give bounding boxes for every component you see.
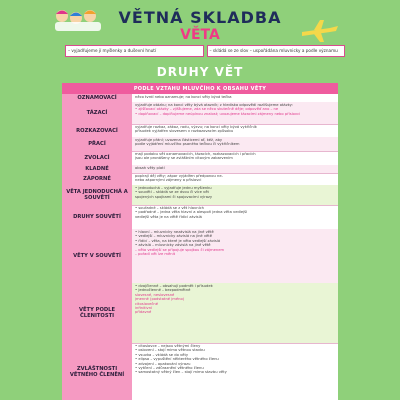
- content-line: spojených spojkami či spojovacími výrazy: [135, 194, 213, 199]
- content-line: • jednočlenné – bezpodmětné: [135, 288, 191, 293]
- table-row: [62, 137, 338, 152]
- content-line: • citoslovce – nejsou větnými členy: [135, 344, 201, 348]
- content-line: něco tvrdí nebo oznamuje; na konci věty bývá tečka: [135, 95, 232, 99]
- content-line: • hlavní – mluvnicky nezávislá na jiné větě: [135, 230, 214, 234]
- content-line: vyjadřuje otázku; na konci věty bývá otazník; z hlediska odpovědi rozlišujeme otázky:: [135, 103, 293, 107]
- content-line: nebo zápornými zájmeny a příslovci: [135, 178, 202, 183]
- row-label: ZVLÁŠTNOSTI VĚTNÉHO ČLENĚNÍ: [62, 343, 132, 400]
- row-content: [132, 137, 338, 151]
- row-content: [132, 94, 338, 102]
- content-line: mají podobu vět oznamovacích, tázacích, rozkazovacích i přacích: [135, 152, 256, 156]
- table-row: [62, 151, 338, 166]
- row-label: ZVOLACÍ: [62, 151, 132, 165]
- definition-box: – skládá se ze slov – uspořádána mluvnicky a podle významu: [207, 45, 346, 57]
- content-line: • podřadné – jedna věta hlavní a alespoň jedna věta vedlejší: [135, 210, 248, 215]
- row-content: [132, 151, 338, 165]
- content-line: obsah věty platí: [135, 166, 165, 170]
- content-line: infinitivní: [135, 306, 153, 311]
- content-line: slovesné, neslovesné: [135, 292, 175, 297]
- row-label: OZNAMOVACÍ: [62, 94, 132, 102]
- content-sheet: [62, 83, 338, 400]
- content-line: • zjišťovací otázky – zjišťujeme, zda se něco skutečně děje; odpověď ano – ne: [135, 107, 279, 112]
- content-line: – věta vedlejší se připojuje spojkou či zájmenem: [135, 247, 225, 252]
- row-content: [132, 205, 338, 229]
- content-line: • elipsa – vypuštění některého větného členu: [135, 357, 219, 362]
- row-content: [132, 343, 338, 400]
- content-line: • souvětí – skládá se ze dvou či více vět: [135, 190, 209, 195]
- content-line: • dvojčlenné – obsahují podmět i přísudek: [135, 284, 213, 288]
- row-label: VĚTY V SOUVĚTÍ: [62, 229, 132, 283]
- content-line: vedlejší věta je na větě řídící závislá: [135, 214, 202, 219]
- definition-box: – vyjadřujeme jí myšlenky a duševní hnutí: [65, 45, 204, 57]
- content-line: • samostatný větný člen – stojí mimo stavbu věty: [135, 370, 227, 375]
- content-line: jsou ale pronášeny se zvláštním citovým zabarvením: [135, 156, 233, 161]
- row-label: ROZKAZOVACÍ: [62, 124, 132, 137]
- row-content: [132, 173, 338, 185]
- row-content: [132, 165, 338, 173]
- row-label: KLADNÉ: [62, 165, 132, 173]
- row-label: TÁZACÍ: [62, 102, 132, 124]
- content-line: citoslovečné: [135, 301, 159, 306]
- row-content: [132, 102, 338, 124]
- content-line: • vedlejší – mluvnicky závislá na jiné větě: [135, 234, 213, 239]
- content-line: • řídící – věta, na které je věta vedlejší závislá: [135, 238, 221, 243]
- content-line: • doplňovací – doplňujeme neúplnou znalost; uvozujeme tázacími zájmeny nebo příslovci: [135, 111, 301, 116]
- row-label: PŘACÍ: [62, 137, 132, 151]
- row-label: ZÁPORNÉ: [62, 173, 132, 185]
- content-line: • jednoduchá – vyjadřuje jednu myšlenku: [135, 186, 212, 190]
- table-row: [62, 124, 338, 138]
- content-line: • zdvojení – opakování výrazu: [135, 361, 191, 366]
- row-content: [132, 283, 338, 343]
- table-row: [62, 283, 338, 344]
- content-line: • oslovení – stojí mimo větnou stavbu: [135, 348, 205, 353]
- table-row: [62, 102, 338, 125]
- content-line: vyjadřuje přání; uvozena částicemi ať, kéž, aby: [135, 138, 223, 142]
- table-row: [62, 205, 338, 230]
- sheet-heading: PODLE VZTAHU MLUVČÍHO K OBSAHU VĚTY: [62, 83, 338, 94]
- page-title: VĚTNÁ SKLADBA: [118, 8, 282, 27]
- content-line: jmenné (podstatné jméno): [135, 297, 185, 302]
- row-label: DRUHY SOUVĚTÍ: [62, 205, 132, 229]
- row-content: [132, 124, 338, 137]
- content-line: vyjadřuje rozkaz, zákaz, radu, výzvu; na konci věty bývá vykřičník: [135, 125, 257, 129]
- content-line: • vsuvka – vkládá se do věty: [135, 352, 189, 357]
- content-line: přísudek vyjádřen slovesem v rozkazovacím způsobu: [135, 129, 234, 134]
- table-row: [62, 185, 338, 206]
- content-line: – pořadí vět lze měnit: [135, 252, 176, 257]
- row-label: VĚTA JEDNODUCHÁ A SOUVĚTÍ: [62, 185, 132, 205]
- section-title: DRUHY VĚT: [156, 65, 244, 79]
- content-line: • vytčení – zdůraznění větného členu: [135, 366, 204, 371]
- content-line: přídavné: [135, 310, 152, 315]
- definition-row: [65, 45, 345, 57]
- page-subtitle: VĚTA: [180, 27, 220, 43]
- row-label: VĚTY PODLE ČLENITOSTI: [62, 283, 132, 343]
- row-content: [132, 229, 338, 283]
- airplane-icon: [300, 18, 340, 44]
- row-content: [132, 185, 338, 205]
- table-row: [62, 229, 338, 284]
- content-line: popírají děj věty; zápor vyjádřen předponou ne-: [135, 174, 223, 178]
- table-row: [62, 343, 338, 400]
- content-line: • závislá – mluvnicky závislá na jiné větě: [135, 243, 211, 248]
- content-line: podle vyjádření mluvčího psaného tečkou či vykřičníkem: [135, 142, 240, 147]
- content-line: • souřadné – skládá se z vět hlavních: [135, 206, 204, 210]
